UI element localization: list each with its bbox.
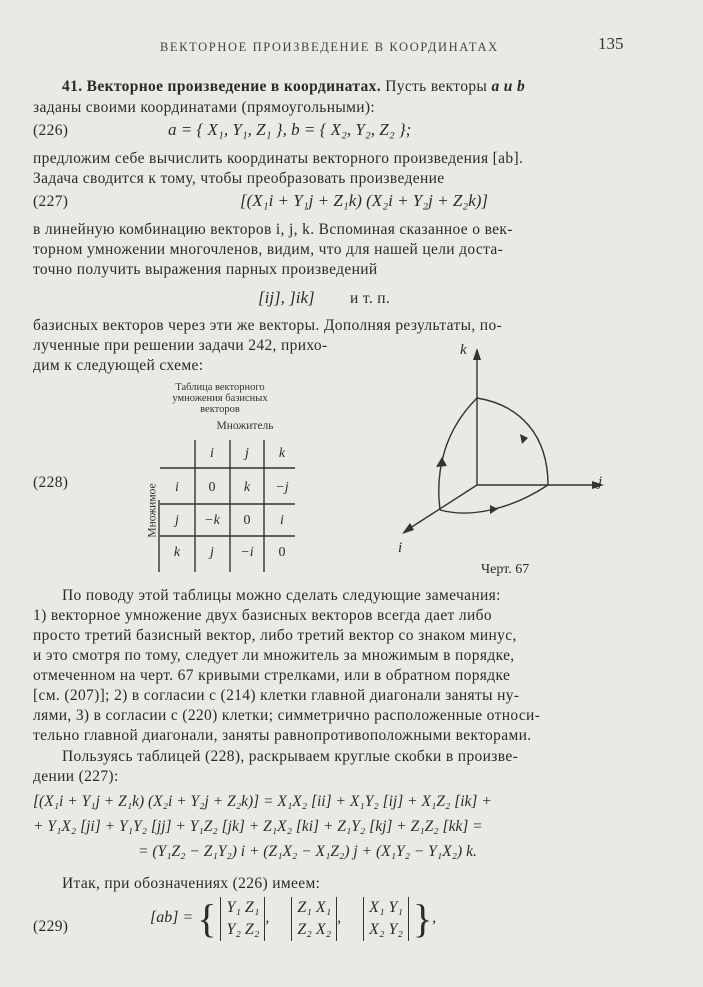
para2-line-1: предложим себе вычислить координаты векторного произведения [ab]. (33, 150, 524, 167)
table-title-line-3: векторов (200, 404, 240, 415)
remarks-line-4: и это смотря по тому, следует ли множитель за множимым в порядке, (33, 647, 515, 664)
left-brace-glyph: { (197, 896, 217, 941)
expansion-line-1: [(X₁i + Y₁j + Z₁k) (X₂i + Y₂j + Z₂k)] = X₁X₂ [ii] + X₁Y₂ [ij] + X₁Z₂ [ik] + (33, 793, 492, 810)
remarks-line-8: тельно главной диагонали, заняты равнопротивоположными векторами. (33, 727, 532, 744)
axis-j-label: j (598, 474, 603, 490)
para4-line-3: дим к следующей схеме: (33, 357, 204, 374)
determinant-2 (291, 897, 337, 941)
para4-line-2: лученные при решении задачи 242, прихо- (33, 337, 328, 354)
section-intro: Пусть векторы (385, 78, 488, 95)
determinant-1 (220, 897, 265, 941)
table-title-line-1: Таблица векторного (175, 382, 265, 393)
eq-229-body: [ab] = { Y₁ Z₁ Y₂ Z₂ , Z₁ X₁ Z₂ X₂ , X₁ Y₁ X₂ Y₂ }, (150, 896, 437, 941)
section-line-2: заданы своими координатами (прямоугольными): (33, 99, 376, 116)
eq-227-label: (227) (33, 193, 69, 210)
expansion-line-3: = (Y₁Z₂ − Z₁Y₂) i + (Z₁X₂ − X₁Z₂) j + (X₁Y₂ − Y₁X₂) k. (138, 843, 477, 860)
table-cell: −k (204, 513, 220, 528)
eq-227-body: [(X₁i + Y₁j + Z₁k) (X₂i + Y₂j + Z₂k)] (240, 191, 489, 210)
figure-caption: Черт. 67 (481, 562, 530, 577)
remarks-line-5: отмеченном на черт. 67 кривыми стрелками, или в обратном порядке (33, 667, 511, 684)
table-cell: i (280, 513, 284, 528)
expansion-line-2: + Y₁X₂ [ji] + Y₁Y₂ [jj] + Y₁Z₂ [jk] + Z₁X₂ [ki] + Z₁Y₂ [kj] + Z₁Z₂ [kk] = (33, 818, 483, 835)
table-row-header: Множимое (146, 483, 159, 538)
axis-k-label: k (460, 342, 467, 358)
table-row-k-head: k (173, 545, 181, 560)
para4-line-1: базисных векторов через эти же векторы. Дополняя результаты, по- (33, 317, 503, 334)
eq-226-body: a = { X₁, Y₁, Z₁ }, b = { X₂, Y₂, Z₂ }; (168, 120, 412, 139)
figure-67-axes (380, 340, 610, 560)
para3-line-1: в линейную комбинацию векторов i, j, k. Вспоминая сказанное о век- (33, 221, 513, 238)
det2-row1: Z₁ X₁ (297, 898, 332, 916)
section-intro-vars: a и b (491, 78, 526, 95)
det1-row1: Y₁ Z₁ (226, 898, 260, 916)
eq-229-label: (229) (33, 918, 69, 935)
table-col-i: i (210, 446, 214, 461)
using-line-2: дении (227): (33, 768, 119, 785)
det1-row2: Y₂ Z₂ (226, 920, 260, 938)
k-axis-arrowhead (473, 348, 481, 360)
table-col-header: Множитель (216, 420, 274, 432)
arc-k-to-j (477, 398, 548, 485)
det3-row2: X₂ Y₂ (369, 920, 403, 938)
table-col-k: k (278, 446, 286, 461)
para3-line-2: торном умножении многочленов, видим, что для нашей цели доста- (33, 241, 504, 258)
eq-229-lhs: [ab] = (150, 909, 194, 927)
arc-i-to-k (439, 398, 477, 510)
remarks-line-1: По поводу этой таблицы можно сделать следующие замечания: (62, 587, 501, 604)
eq-228-label: (228) (33, 474, 69, 491)
axis-i-label: i (398, 540, 403, 556)
remarks-line-2: 1) векторное умножение двух базисных векторов всегда дает либо (33, 607, 492, 624)
table-row-i-head: i (175, 480, 179, 495)
table-col-j: j (245, 446, 249, 461)
table-cell: k (243, 480, 251, 495)
section-title: Векторное произведение в координатах. (86, 78, 381, 95)
para3-line-3: точно получить выражения парных произведений (33, 261, 378, 278)
section-heading-line (62, 78, 525, 96)
section-number: 41. (62, 78, 83, 95)
using-line-1: Пользуясь таблицей (228), раскрываем круглые скобки в произве- (62, 748, 519, 765)
remarks-line-6: [см. (207)]; 2) в согласии с (214) клетки главной диагонали заняты ну- (33, 687, 520, 704)
det2-row2: Z₂ X₂ (297, 920, 332, 938)
table-cell: 0 (278, 545, 286, 560)
determinant-3 (363, 897, 409, 941)
table-cell: j (210, 545, 214, 560)
para2-line-2: Задача сводится к тому, чтобы преобразовать произведение (33, 170, 445, 187)
eq-226-label: (226) (33, 122, 69, 139)
i-axis-arrowhead (402, 523, 414, 534)
table-cell: −j (275, 480, 289, 495)
table-title-line-2: умножения базисных (172, 393, 268, 404)
table-row-j-head: j (175, 513, 179, 528)
det3-row1: X₁ Y₁ (369, 898, 403, 916)
conclusion-text: Итак, при обозначениях (226) имеем: (62, 875, 321, 892)
remarks-line-7: лями, 3) в согласии с (220) клетки; симметрично расположенные относи- (33, 707, 541, 724)
i-axis-line (407, 485, 477, 530)
pairs-expr: [ij], ]ik] (258, 288, 315, 307)
running-title: ВЕКТОРНОЕ ПРОИЗВЕДЕНИЕ В КООРДИНАТАХ (160, 40, 499, 54)
table-cell: 0 (243, 513, 251, 528)
remarks-line-3: просто третий базисный вектор, либо третий вектор со знаком минус, (33, 627, 517, 644)
pairs-etc: и т. п. (350, 290, 391, 307)
table-title (150, 382, 290, 415)
right-brace-glyph: } (412, 896, 433, 941)
table-cell: 0 (208, 480, 216, 495)
page-number: 135 (598, 34, 624, 53)
table-cell: −i (240, 545, 254, 560)
